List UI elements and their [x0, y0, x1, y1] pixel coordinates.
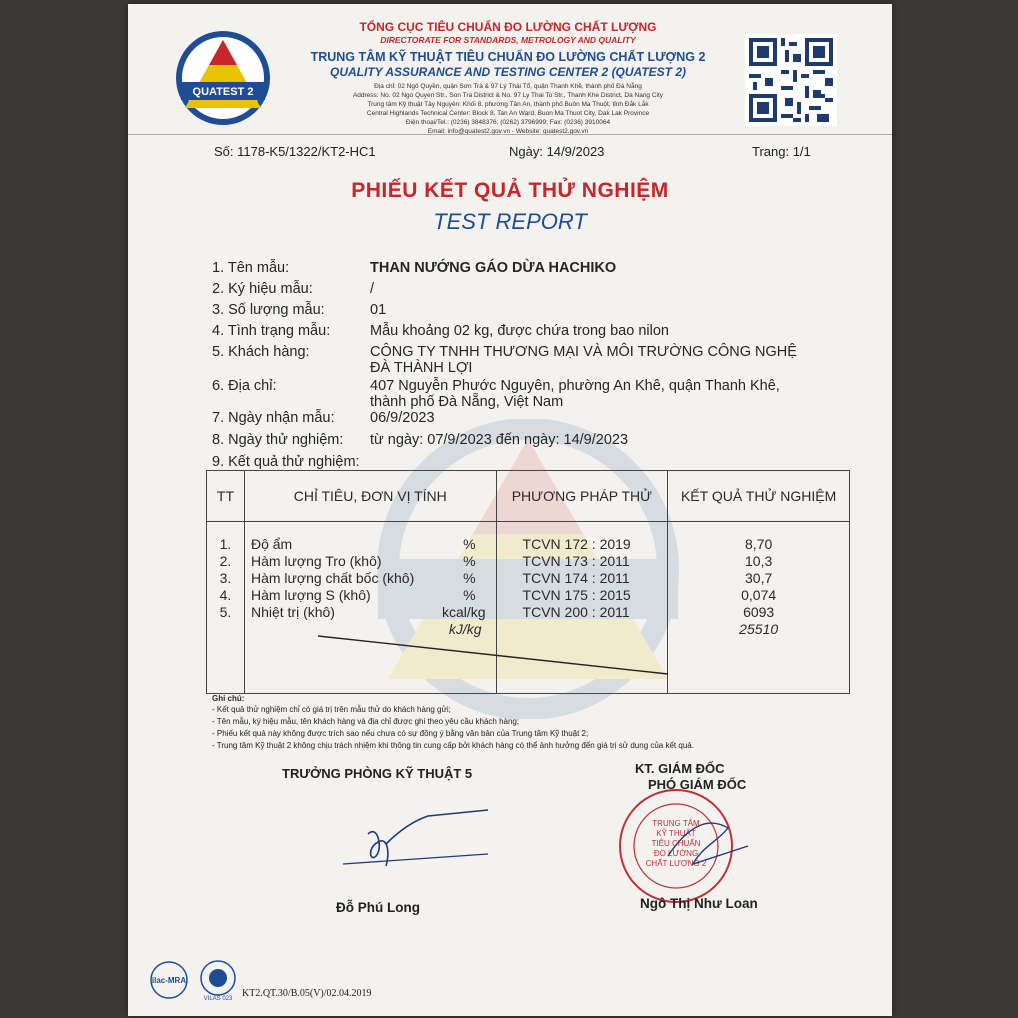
address-line: Địa chỉ: 02 Ngô Quyền, quận Sơn Trà & 97 Lý Thái Tổ, quận Thanh Khê, thành phố Đà Nẵng	[374, 83, 642, 90]
table-row	[251, 536, 496, 553]
table-row	[251, 604, 496, 621]
row-result: 30,7	[745, 570, 773, 586]
note-item: - Tên mẫu, ký hiệu mẫu, tên khách hàng và địa chỉ được ghi theo yêu cầu khách hàng;	[212, 717, 520, 726]
right-signer-title2: PHÓ GIÁM ĐỐC	[648, 777, 747, 792]
row-result: 8,70	[745, 536, 773, 552]
org-line1: TỔNG CỤC TIÊU CHUẨN ĐO LƯỜNG CHẤT LƯỢNG	[359, 20, 657, 34]
row-unit: kJ/kg	[448, 621, 482, 637]
received-date: 06/9/2023	[370, 410, 435, 426]
qr-code[interactable]	[745, 34, 837, 126]
customer-name: CÔNG TY TNHH THƯƠNG MẠI VÀ MÔI TRƯỜNG CÔNG NGHỆ	[370, 344, 797, 360]
col-header-method: PHƯƠNG PHÁP THỬ	[496, 471, 668, 522]
customer-address: 407 Nguyễn Phước Nguyên, phường An Khê, quận Thanh Khê,	[370, 378, 780, 394]
customer-address-line2: thành phố Đà Nẵng, Việt Nam	[370, 394, 564, 410]
row-unit: %	[463, 536, 476, 552]
field-label: 6. Địa chỉ:	[212, 378, 277, 394]
svg-text:KỸ THUẬT: KỸ THUẬT	[656, 829, 696, 838]
quatest2-logo	[175, 30, 271, 126]
row-tt: 5.	[219, 604, 232, 620]
address-line: Trung tâm Kỹ thuật Tây Nguyên: Khối 8, phường Tân An, thành phố Buôn Ma Thuột, tỉnh Đắk Lắk	[367, 101, 649, 108]
sample-code: /	[370, 281, 375, 297]
sample-quantity: 01	[370, 302, 387, 318]
notes-heading: Ghi chú:	[212, 694, 245, 703]
svg-text:ĐO LƯỜNG: ĐO LƯỜNG	[653, 849, 699, 858]
field-label: 8. Ngày thử nghiệm:	[212, 432, 344, 448]
field-label: 1. Tên mẫu:	[212, 260, 290, 276]
tt-column	[207, 522, 245, 694]
svg-text:TRUNG TÂM: TRUNG TÂM	[652, 819, 700, 828]
row-name: Hàm lượng Tro (khô)	[250, 553, 382, 569]
field-label: 5. Khách hàng:	[212, 344, 310, 360]
official-stamp	[608, 786, 758, 906]
row-method: TCVN 200 : 2011	[522, 604, 630, 620]
field-label: 4. Tình trạng mẫu:	[212, 323, 331, 339]
field-label: 9. Kết quả thử nghiệm:	[212, 454, 360, 470]
field-label: 7. Ngày nhận mẫu:	[212, 410, 335, 426]
test-period: từ ngày: 07/9/2023 đến ngày: 14/9/2023	[370, 432, 629, 448]
col-header-result: KẾT QUẢ THỬ NGHIỆM	[668, 471, 850, 522]
left-signature	[338, 804, 498, 874]
vilas-badge	[196, 958, 240, 1002]
row-result: 10,3	[745, 553, 773, 569]
row-method: TCVN 174 : 2011	[522, 570, 630, 586]
logo-text: QUATEST 2	[192, 86, 254, 98]
note-item: - Trung tâm Kỹ thuật 2 không chịu trách nhiệm khi thông tin cung cấp bởi khách hàng có thể ảnh hưởng đến giá trị sử dụng của kết quả.	[212, 741, 694, 750]
row-method: TCVN 175 : 2015	[522, 587, 631, 603]
strike-line	[318, 632, 678, 682]
table-row	[251, 553, 496, 570]
right-signer-name: Ngô Thị Như Loan	[640, 896, 758, 911]
field-label: 2. Ký hiệu mẫu:	[212, 281, 313, 297]
header-divider	[128, 134, 892, 135]
sample-name: THAN NƯỚNG GÁO DỪA HACHIKO	[370, 260, 617, 276]
svg-text:VILAS 023: VILAS 023	[203, 996, 233, 1002]
form-code: KT2.QT.30/B.05(V)/02.04.2019	[242, 988, 372, 999]
field-label: 3. Số lượng mẫu:	[212, 302, 325, 318]
left-signer-title: TRƯỞNG PHÒNG KỸ THUẬT 5	[282, 766, 473, 781]
sample-condition: Mẫu khoảng 02 kg, được chứa trong bao nilon	[370, 323, 669, 339]
result-column	[668, 522, 850, 694]
row-method: TCVN 173 : 2011	[522, 553, 630, 569]
row-unit: %	[463, 553, 476, 569]
table-row	[251, 587, 496, 604]
report-number: Số: 1178-K5/1322/KT2-HC1	[214, 144, 376, 159]
row-result: 6093	[743, 604, 775, 620]
address-line: Email: info@quatest2.gov.vn - Website: quatest2.gov.vn	[427, 128, 589, 135]
row-name: Hàm lượng S (khô)	[250, 587, 371, 603]
table-row	[251, 570, 496, 587]
report-date: Ngày: 14/9/2023	[509, 144, 605, 159]
col-header-tt: TT	[207, 471, 245, 522]
org-line3: TRUNG TÂM KỸ THUẬT TIÊU CHUẨN ĐO LƯỜNG CHẤT LƯỢNG 2	[310, 50, 706, 64]
row-unit: %	[463, 570, 476, 586]
customer-name-line2: ĐÀ THÀNH LỢI	[370, 360, 473, 376]
row-name: Hàm lượng chất bốc (khô)	[250, 570, 415, 586]
svg-text:TIÊU CHUẨN: TIÊU CHUẨN	[651, 839, 701, 848]
row-tt: 4.	[219, 587, 232, 603]
row-tt: 3.	[219, 570, 232, 586]
address-line: Điện thoại/Tel.: (0236) 3848376; (0262) 3796999; Fax: (0236) 3910064	[405, 119, 611, 126]
page-number: Trang: 1/1	[752, 144, 811, 159]
row-result: 0,074	[741, 587, 777, 603]
test-report-page	[128, 4, 892, 1016]
org-line2: DIRECTORATE FOR STANDARDS, METROLOGY AND QUALITY	[380, 35, 636, 45]
svg-text:CHẤT LƯỢNG 2: CHẤT LƯỢNG 2	[645, 859, 707, 868]
note-item: - Phiếu kết quả này không được trích sao nếu chưa có sự đồng ý bằng văn bản của Trung tâm Kỹ thuật 2;	[212, 729, 589, 738]
row-unit: %	[463, 587, 476, 603]
org-line4: QUALITY ASSURANCE AND TESTING CENTER 2 (QUATEST 2)	[329, 65, 687, 79]
note-item: - Kết quả thử nghiệm chỉ có giá trị trên mẫu thử do khách hàng gửi;	[212, 705, 451, 714]
svg-text:ilac-MRA: ilac-MRA	[151, 976, 187, 985]
row-result: 25510	[739, 621, 779, 637]
row-tt: 1.	[219, 536, 232, 552]
ilac-mra-badge	[144, 960, 194, 1000]
col-header-criteria: CHỈ TIÊU, ĐƠN VỊ TÍNH	[244, 471, 496, 522]
address-line: Central Highlands Technical Center: Block 8, Tan An Ward, Buon Ma Thuot City, Dak Lak Province	[366, 110, 650, 117]
right-signer-title1: KT. GIÁM ĐỐC	[635, 761, 725, 776]
left-signer-name: Đỗ Phú Long	[336, 900, 420, 915]
report-subtitle: TEST REPORT	[433, 209, 587, 234]
report-title: PHIẾU KẾT QUẢ THỬ NGHIỆM	[351, 179, 669, 202]
address-line: Address: No. 02 Ngo Quyen Str., Son Tra District & No. 97 Ly Thai To Str., Thanh Khe District, Da Nang City	[352, 92, 664, 99]
row-name: Độ ẩm	[250, 536, 293, 552]
row-method: TCVN 172 : 2019	[522, 536, 631, 552]
table-header-row	[207, 471, 850, 522]
row-name: Nhiệt trị (khô)	[250, 604, 335, 620]
row-unit: kcal/kg	[441, 604, 486, 620]
row-tt: 2.	[219, 553, 232, 569]
